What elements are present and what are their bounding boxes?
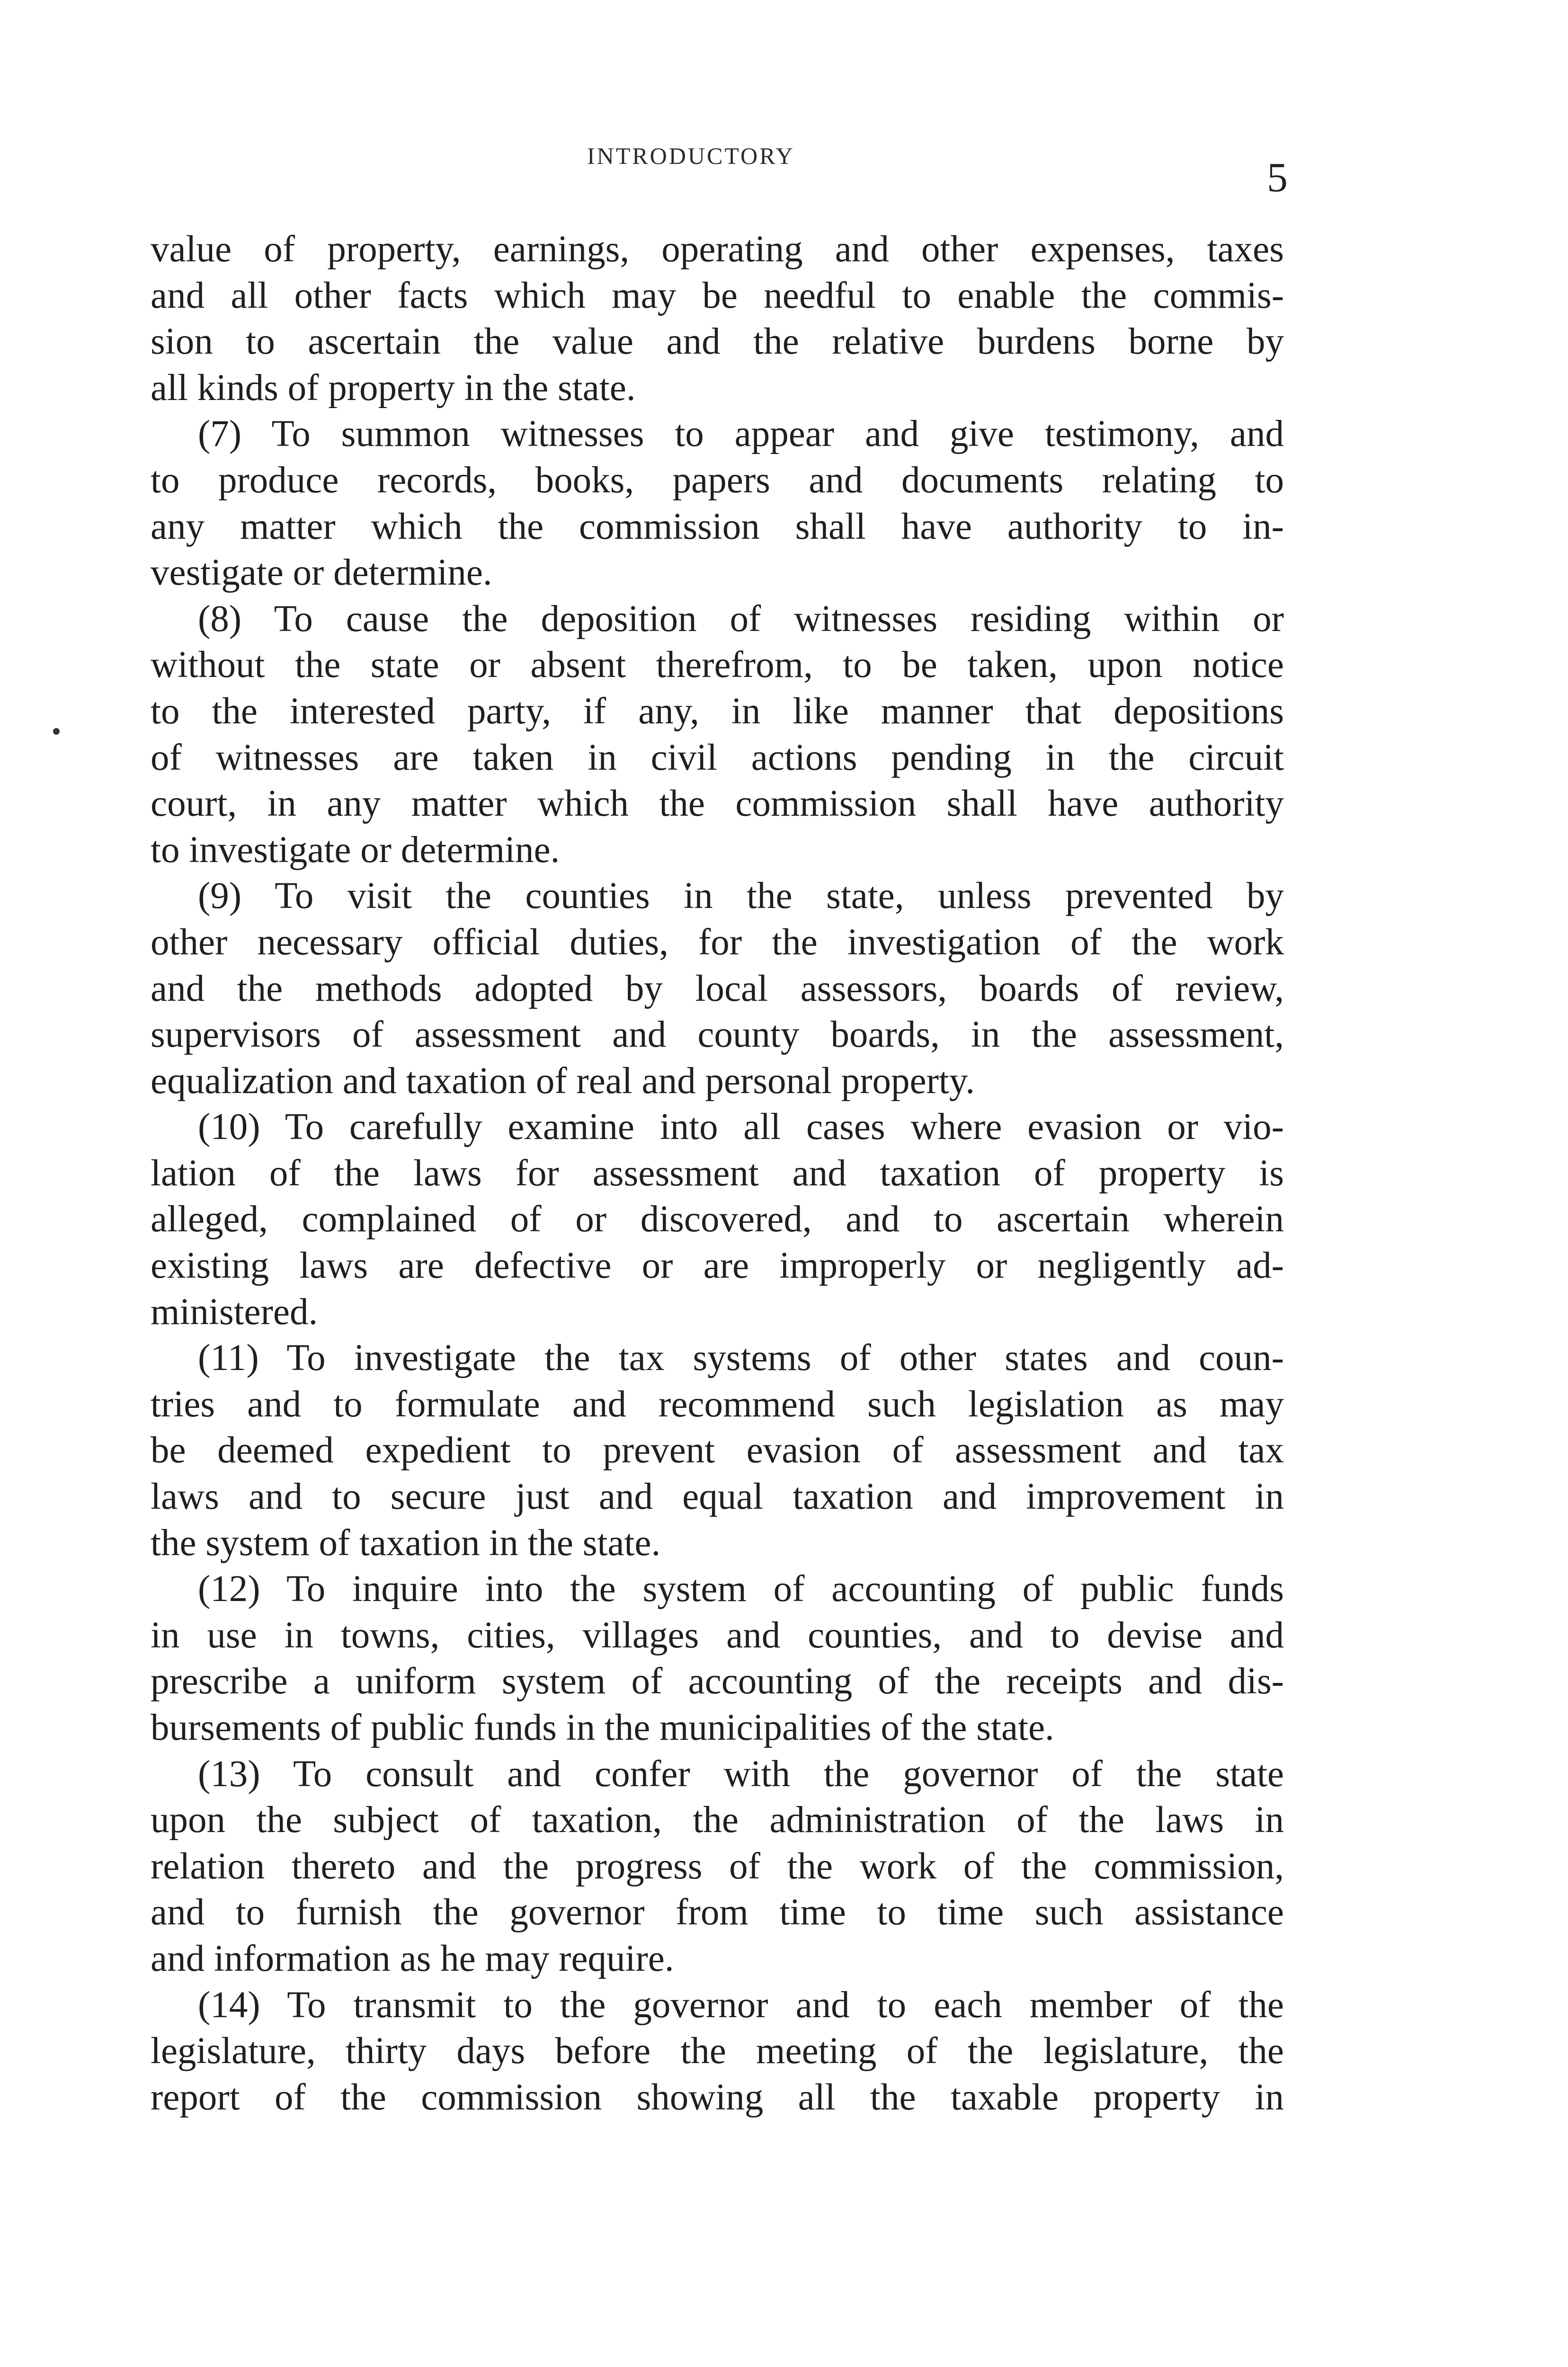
text-line: and the methods adopted by local assessors, boards of review, [151,968,1284,1009]
stray-ink-dot [53,728,60,735]
text-line: to investigate or determine. [151,829,560,871]
text-line: ministered. [151,1291,318,1333]
text-line: relation thereto and the progress of the work of the commission, [151,1845,1284,1887]
text-line: vestigate or determine. [151,552,492,594]
text-line: and all other facts which may be needful to enable the commis- [151,275,1284,316]
text-line: alleged, complained of or discovered, and to ascertain wherein [151,1199,1284,1240]
text-line: all kinds of property in the state. [151,367,636,409]
text-line: the system of taxation in the state. [151,1522,661,1564]
text-line: report of the commission showing all the taxable property in [151,2076,1284,2118]
text-line: without the state or absent therefrom, to be taken, upon notice [151,644,1284,686]
paragraph-first-line: (12) To inquire into the system of accounting of public funds [198,1568,1284,1610]
paragraph-first-line: (7) To summon witnesses to appear and give testimony, and [198,413,1284,455]
paragraph-first-line: (13) To consult and confer with the governor of the state [198,1753,1284,1795]
text-line: laws and to secure just and equal taxation and improvement in [151,1476,1284,1518]
text-line: bursements of public funds in the municipalities of the state. [151,1707,1054,1748]
paragraph-first-line: (10) To carefully examine into all cases where evasion or vio- [198,1106,1284,1148]
text-line: upon the subject of taxation, the administration of the laws in [151,1799,1284,1841]
body-text [151,226,1284,2120]
text-line: equalization and taxation of real and personal property. [151,1060,975,1102]
text-line: supervisors of assessment and county boards, in the assessment, [151,1014,1284,1056]
text-line: to produce records, books, papers and documents relating to [151,459,1284,501]
text-line: value of property, earnings, operating and other expenses, taxes [151,229,1284,270]
paragraph-first-line: (8) To cause the deposition of witnesses residing within or [198,598,1284,640]
page-number: 5 [1267,155,1288,201]
text-line: in use in towns, cities, villages and counties, and to devise and [151,1614,1284,1656]
text-line: and information as he may require. [151,1938,674,1979]
text-line: prescribe a uniform system of accounting of the receipts and dis- [151,1661,1284,1702]
paragraph-first-line: (11) To investigate the tax systems of other states and coun- [198,1337,1284,1379]
text-line: of witnesses are taken in civil actions pending in the circuit [151,737,1284,778]
text-line: court, in any matter which the commission shall have authority [151,783,1284,825]
text-line: any matter which the commission shall have authority to in- [151,506,1284,547]
text-line: and to furnish the governor from time to time such assistance [151,1892,1284,1933]
text-line: to the interested party, if any, in like manner that depositions [151,690,1284,732]
text-line: lation of the laws for assessment and taxation of property is [151,1152,1284,1194]
paragraph-first-line: (14) To transmit to the governor and to each member of the [198,1984,1284,2026]
text-line: existing laws are defective or are improperly or negligently ad- [151,1245,1284,1287]
text-line: legislature, thirty days before the meeting of the legislature, the [151,2030,1284,2072]
text-line: sion to ascertain the value and the relative burdens borne by [151,321,1284,363]
paragraph-first-line: (9) To visit the counties in the state, unless prevented by [198,875,1284,917]
text-line: be deemed expedient to prevent evasion of assessment and tax [151,1430,1284,1471]
text-line: other necessary official duties, for the investigation of the work [151,921,1284,963]
text-line: tries and to formulate and recommend such legislation as may [151,1383,1284,1425]
running-head: INTRODUCTORY [587,142,795,169]
